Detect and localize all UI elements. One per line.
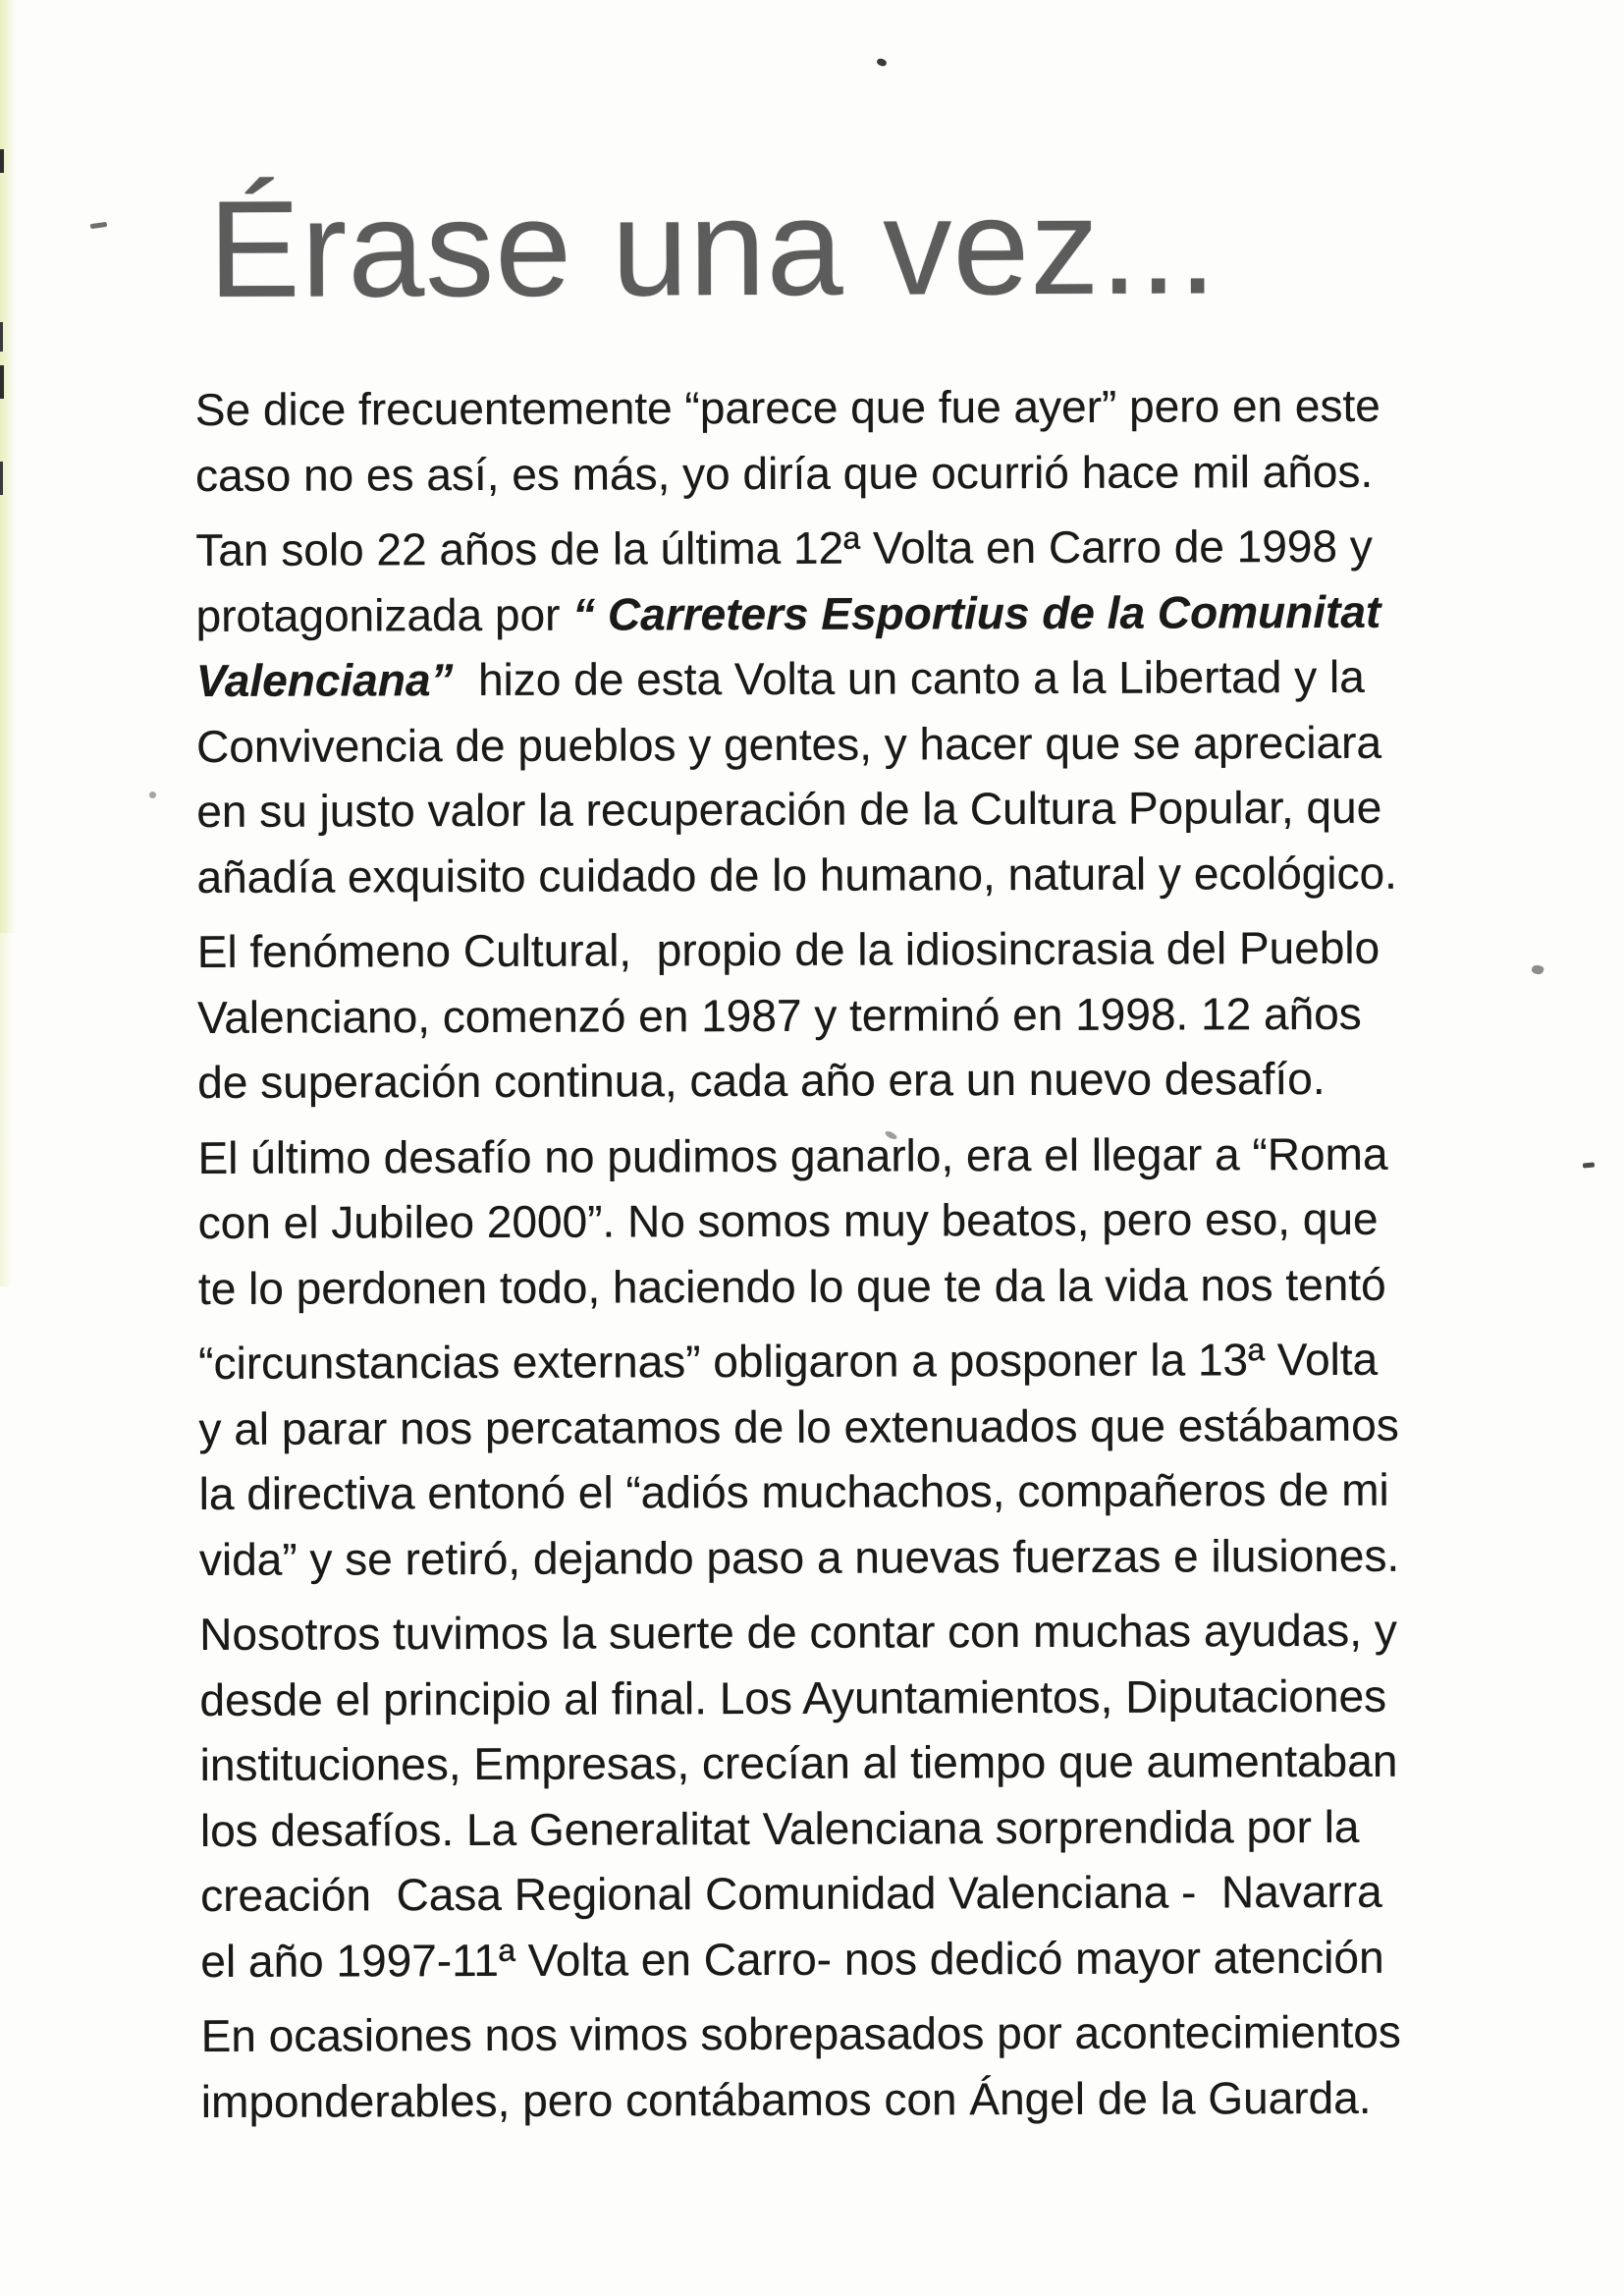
- paragraph: [199, 1598, 1447, 1994]
- text-line: En ocasiones nos vimos sobrepasados por acontecimientos: [200, 2005, 1401, 2061]
- text-line: el año 1997-11ª Volta en Carro- nos dedicó mayor atención: [200, 1931, 1384, 1987]
- scan-edge-mark: [0, 149, 4, 173]
- scan-edge-mark: [0, 322, 3, 352]
- scan-speck: [876, 58, 888, 68]
- text-line: El último desafío no pudimos ganarlo, era el llegar a “Roma: [197, 1127, 1388, 1183]
- text-line: la directiva entonó el “adiós muchachos, compañeros de mi: [198, 1463, 1389, 1519]
- text-line: te lo perdonen todo, haciendo lo que te da la vida nos tentó: [197, 1258, 1386, 1314]
- text-line: desde el principio al final. Los Ayuntamientos, Diputaciones: [199, 1669, 1387, 1725]
- text-line: con el Jubileo 2000”. No somos muy beatos, pero eso, que: [197, 1192, 1379, 1248]
- text-line: El fenómeno Cultural, propio de la idiosincrasia del Pueblo: [196, 921, 1380, 977]
- text-line: Convivencia de pueblos y gentes, y hacer que se apreciara: [195, 716, 1382, 772]
- paragraph: [197, 915, 1445, 1116]
- paragraph: [195, 514, 1443, 909]
- scan-edge-mark: [0, 365, 4, 399]
- text-segment: “ Carreters Esportius de la Comunitat: [572, 585, 1381, 640]
- text-line: [196, 644, 1443, 714]
- scan-edge-mark: [0, 462, 3, 495]
- scan-speck: [90, 222, 108, 229]
- text-line: Tan solo 22 años de la última 12ª Volta en Carro de 1998 y: [195, 519, 1373, 575]
- text-line: vida” y se retiró, dejando paso a nuevas fuerzas e ilusiones.: [198, 1529, 1400, 1585]
- paragraph: [197, 1121, 1445, 1321]
- text-line: [195, 578, 1442, 648]
- text-line: caso no es así, es más, yo diría que ocurrió hace mil años.: [195, 445, 1374, 501]
- text-line: y al parar nos percatamos de lo extenuados que estábamos: [198, 1398, 1399, 1454]
- text-line: los desafíos. La Generalitat Valenciana sorprendida por la: [199, 1800, 1360, 1856]
- paragraphs: [195, 373, 1448, 2134]
- text-segment: protagonizada por: [195, 588, 573, 641]
- document-content: [194, 163, 1448, 2144]
- scan-edge-tint: [0, 933, 13, 1286]
- text-line: de superación continua, cada año era un nuevo desafío.: [197, 1052, 1326, 1108]
- text-line: añadía exquisito cuidado de lo humano, natural y ecológico.: [196, 847, 1398, 902]
- scan-speck: [1583, 1162, 1595, 1168]
- text-line: en su justo valor la recuperación de la Cultura Popular, que: [196, 781, 1382, 837]
- paragraph: [201, 1999, 1448, 2134]
- scan-speck: [1531, 964, 1544, 976]
- scan-speck: [149, 792, 156, 798]
- text-line: creación Casa Regional Comunidad Valenciana - Navarra: [200, 1865, 1382, 1921]
- paragraph: [198, 1327, 1446, 1592]
- text-line: instituciones, Empresas, crecían al tiempo que aumentaban: [199, 1734, 1398, 1790]
- text-segment: Valenciana”: [195, 654, 454, 706]
- text-line: imponderables, pero contábamos con Ángel de la Guarda.: [200, 2071, 1372, 2127]
- page-title: Érase una vez...: [208, 168, 1218, 326]
- text-line: Se dice frecuentemente “parece que fue ayer” pero en este: [194, 379, 1380, 435]
- text-line: Valenciano, comenzó en 1987 y terminó en 1998. 12 años: [196, 987, 1362, 1043]
- paragraph: [195, 373, 1442, 508]
- text-line: “circunstancias externas” obligaron a posponer la 13ª Volta: [198, 1333, 1379, 1389]
- text-segment: hizo de esta Volta un canto a la Libertad y la: [453, 650, 1365, 706]
- text-line: Nosotros tuvimos la suerte de contar con muchas ayudas, y: [199, 1604, 1397, 1660]
